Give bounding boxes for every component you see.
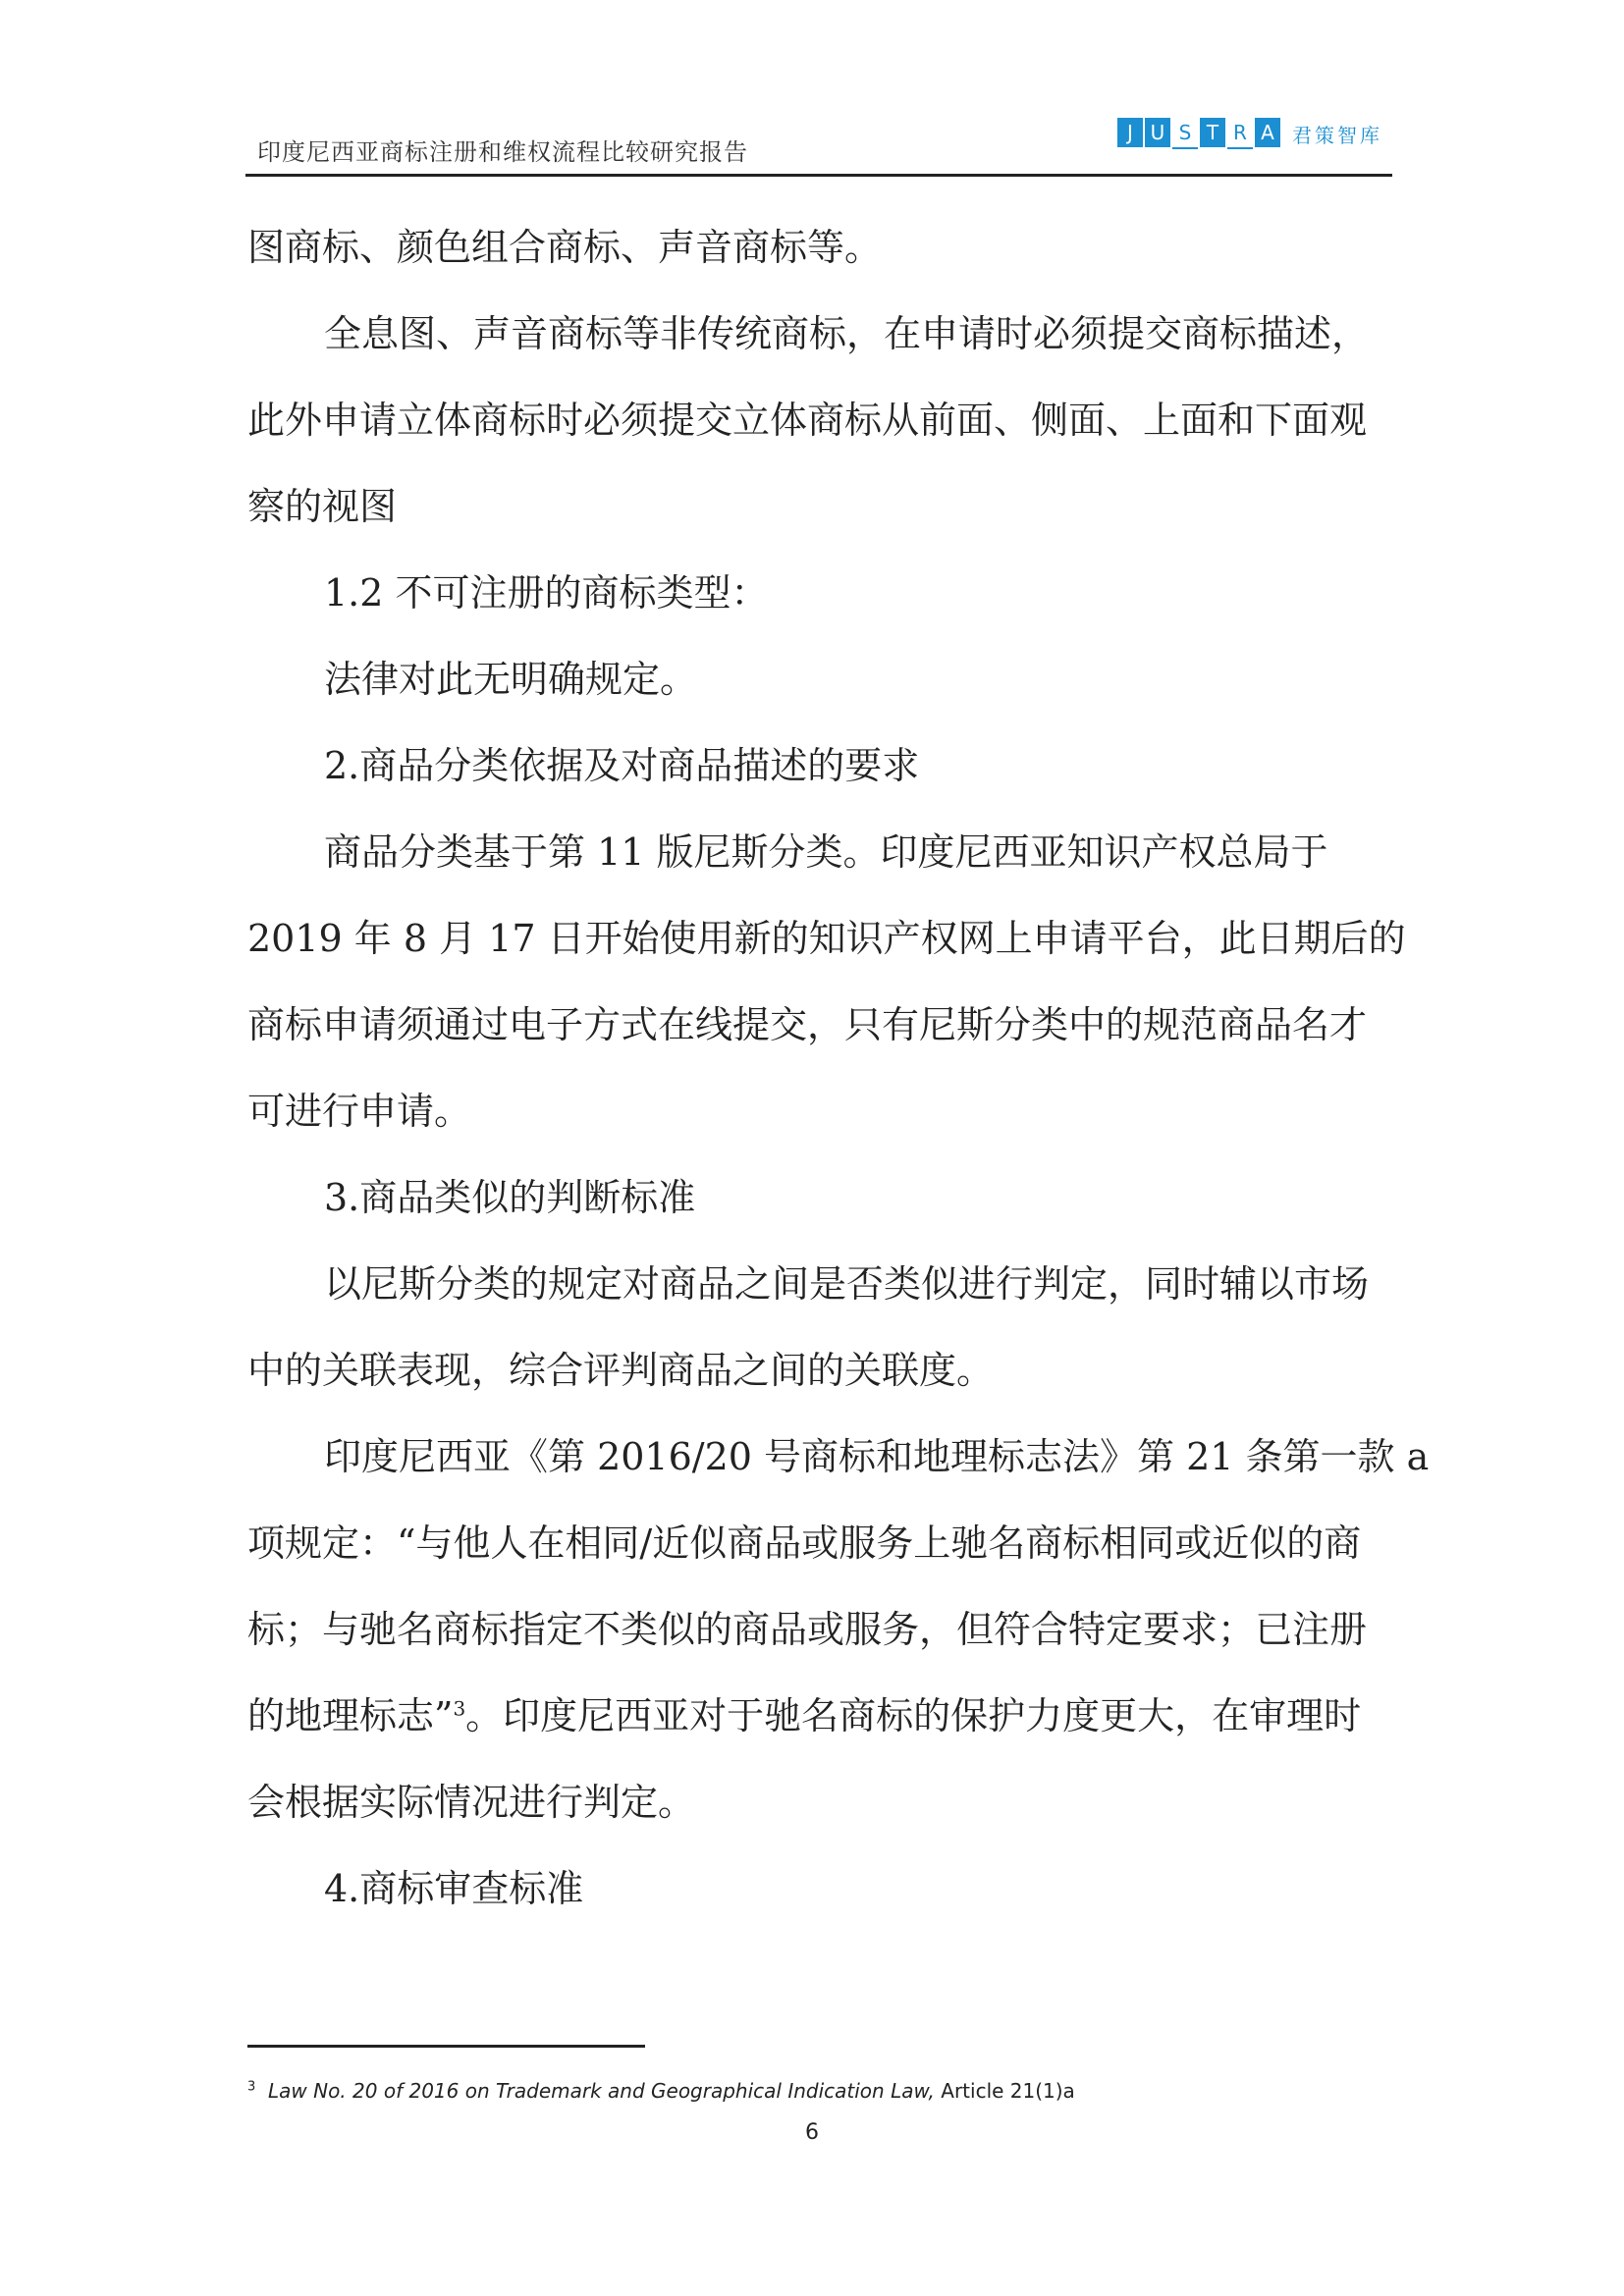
footnote-ref[interactable]: 3 — [453, 1696, 466, 1721]
text-line: 可进行申请。 — [247, 1090, 472, 1133]
text-line: 法律对此无明确规定。 — [324, 658, 698, 701]
text-line: 商品分类基于第 11 版尼斯分类。印度尼西亚知识产权总局于 — [324, 830, 1328, 874]
text-line: 标；与驰名商标指定不类似的商品或服务，但符合特定要求；已注册 — [247, 1608, 1368, 1651]
text-line: 图商标、颜色组合商标、声音商标等。 — [247, 226, 883, 269]
page-number: 6 — [805, 2120, 819, 2145]
text-segment: 的地理标志” — [247, 1694, 454, 1737]
section-heading: 1.2 不可注册的商标类型： — [324, 571, 769, 614]
logo-chinese-name: 君策智库 — [1292, 123, 1382, 147]
section-heading: 3.商品类似的判断标准 — [324, 1176, 696, 1219]
footnote — [247, 2079, 1075, 2103]
text-line: 察的视图 — [247, 485, 398, 528]
header-title: 印度尼西亚商标注册和维权流程比较研究报告 — [257, 138, 748, 166]
text-line: 中的关联表现，综合评判商品之间的关联度。 — [247, 1349, 995, 1392]
section-heading: 2.商品分类依据及对商品描述的要求 — [324, 744, 920, 787]
logo-letter: A — [1255, 118, 1280, 147]
text-line: 2019 年 8 月 17 日开始使用新的知识产权网上申请平台，此日期后的 — [247, 917, 1406, 960]
text-line: 此外申请立体商标时必须提交立体商标从前面、侧面、上面和下面观 — [247, 399, 1368, 442]
footnote-divider — [247, 2045, 645, 2048]
footnote-plain-text: Article 21(1)a — [934, 2079, 1075, 2103]
footnote-number: 3 — [247, 2079, 256, 2095]
text-line: 全息图、声音商标等非传统商标，在申请时必须提交商标描述， — [324, 312, 1370, 355]
text-line: 会根据实际情况进行判定。 — [247, 1781, 696, 1824]
logo-letter: U — [1145, 118, 1170, 147]
text-line: 项规定：“与他人在相同/近似商品或服务上驰名商标相同或近似的商 — [247, 1522, 1362, 1565]
page-header — [245, 110, 1392, 177]
text-line: 商标申请须通过电子方式在线提交，只有尼斯分类中的规范商品名才 — [247, 1003, 1368, 1046]
text-line: 印度尼西亚《第 2016/20 号商标和地理标志法》第 21 条第一款 a — [324, 1435, 1430, 1478]
header-divider — [245, 174, 1392, 177]
body-text — [247, 204, 1430, 1932]
section-heading: 4.商标审查标准 — [324, 1867, 584, 1910]
logo-letter: J — [1117, 118, 1143, 147]
text-line — [247, 1673, 1391, 1759]
logo-letter: R — [1227, 118, 1253, 149]
logo-letters — [1117, 118, 1282, 149]
footnote-italic-text: Law No. 20 of 2016 on Trademark and Geographical Indication Law, — [268, 2079, 935, 2103]
text-segment: 。印度尼西亚对于驰名商标的保护力度更大，在审理时 — [465, 1694, 1362, 1737]
text-line: 以尼斯分类的规定对商品之间是否类似进行判定，同时辅以市场 — [324, 1262, 1370, 1306]
justra-logo — [1117, 114, 1382, 153]
logo-letter: S — [1172, 118, 1198, 149]
logo-letter: T — [1200, 118, 1225, 147]
